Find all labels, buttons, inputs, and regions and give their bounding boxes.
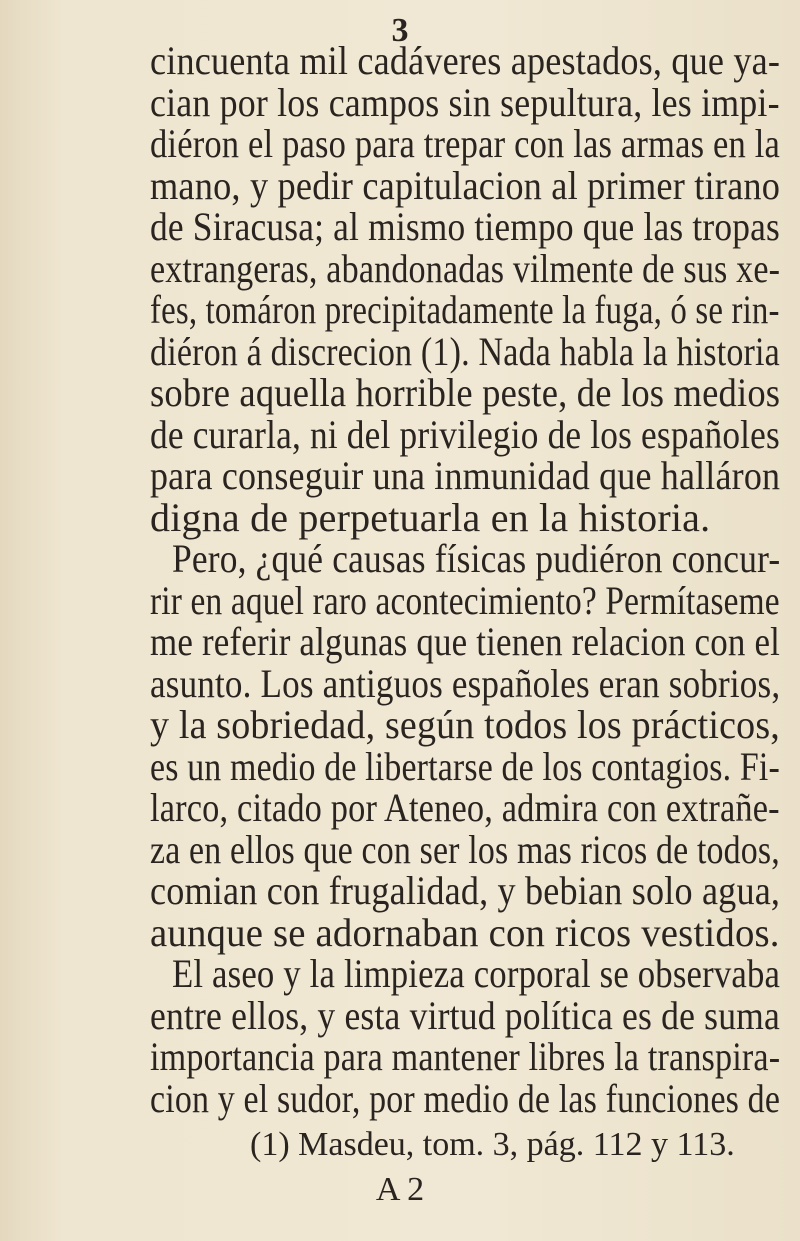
footnote: (1) Masdeu, tom. 3, pág. 112 y 113. xyxy=(250,1126,735,1163)
text-line-14: rir en aquel raro acontecimiento? Permítaseme xyxy=(150,577,780,623)
text-line-10: de curarla, ni del privilegio de los españoles xyxy=(150,411,780,457)
text-line-5: de Siracusa; al mismo tiempo que las tropas xyxy=(150,204,780,249)
text-line-23: El aseo y la limpieza corporal se observaba xyxy=(172,951,781,996)
text-line-11: para conseguir una inmunidad que halláron xyxy=(150,453,781,498)
text-line-21: comian con frugalidad, y bebian solo agua, xyxy=(150,868,781,913)
text-line-25: importancia para mantener libres la transpira- xyxy=(150,1034,781,1079)
text-line-9: sobre aquella horrible peste, de los medios xyxy=(150,370,781,415)
text-line-15: me referir algunas que tienen relacion con el xyxy=(150,619,781,664)
text-line-2: cian por los campos sin sepultura, les impi- xyxy=(150,79,780,125)
text-line-26: cion y el sudor, por medio de las funciones de xyxy=(150,1075,781,1121)
text-line-20: za en ellos que con ser los mas ricos de todos, xyxy=(150,826,780,872)
text-line-1: cincuenta mil cadáveres apestados, que ya- xyxy=(150,38,781,83)
text-line-6: extrangeras, abandonadas vilmente de sus xe- xyxy=(150,245,781,291)
text-line-8: diéron á discrecion (1). Nada habla la historia xyxy=(150,328,780,374)
text-line-22: aunque se adornaban con ricos vestidos. xyxy=(150,909,780,955)
text-line-24: entre ellos, y esta virtud política es de suma xyxy=(150,992,781,1038)
text-line-17: y la sobriedad, según todos los prácticos, xyxy=(150,702,780,747)
text-line-19: larco, citado por Ateneo, admira con extrañe- xyxy=(150,785,780,830)
text-line-12: digna de perpetuarla en la historia. xyxy=(150,494,711,540)
text-line-7: fes, tomáron precipitadamente la fuga, ó se rin- xyxy=(150,287,780,332)
text-line-16: asunto. Los antiguos españoles eran sobrios, xyxy=(150,660,781,706)
text-line-18: es un medio de libertarse de los contagios. Fi- xyxy=(150,743,780,789)
page-number: 3 xyxy=(391,12,409,49)
text-line-3: diéron el paso para trepar con las armas en la xyxy=(150,121,780,166)
printer-signature: A 2 xyxy=(375,1171,425,1208)
text-line-13: Pero, ¿qué causas físicas pudiéron concur- xyxy=(172,536,781,581)
text-line-4: mano, y pedir capitulacion al primer tirano xyxy=(150,162,781,208)
